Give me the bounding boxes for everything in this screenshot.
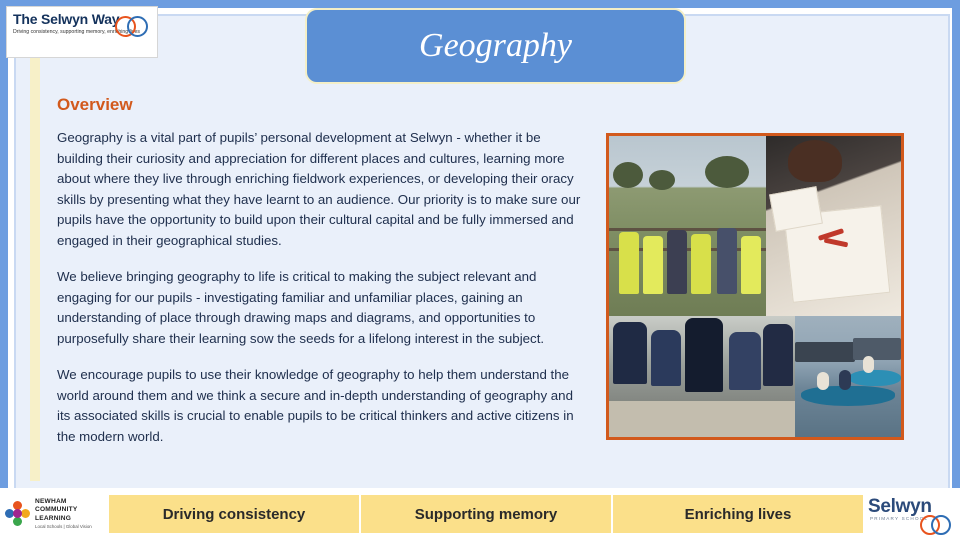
photo-collage [606, 133, 904, 440]
interlocking-rings-icon [115, 15, 149, 35]
selwyn-logo-name: Selwyn [868, 496, 932, 517]
selwyn-way-logo [6, 6, 158, 58]
footer-bar [0, 488, 960, 540]
newham-logo-tagline: Local Schools | Global Vision [35, 524, 92, 530]
photo-fieldwork-outdoors [609, 136, 766, 316]
selwyn-way-logo-title: The Selwyn Way [13, 11, 120, 27]
left-accent-stripe [30, 26, 40, 481]
overview-heading: Overview [57, 95, 133, 114]
selwyn-way-logo-tagline: Driving consistency, supporting memory, enriching lives [13, 29, 140, 35]
selwyn-primary-school-logo [864, 491, 956, 536]
selwyn-rings-icon [920, 512, 950, 534]
newham-logo-line-2: COMMUNITY [35, 506, 78, 514]
newham-dots-icon [5, 501, 31, 527]
footer-strap-label-1: Driving consistency [162, 505, 306, 523]
footer-strap-enriching-lives [613, 495, 864, 533]
overview-paragraph-2: We believe bringing geography to life is critical to making the subject relevant and engaging for our pupils - investigating familiar and unfamiliar places, gaining an understanding of place through drawing maps and diagrams, and opportunities to purposefully share their learning sow the seeds for a lifelong interest in the subject. [57, 269, 545, 346]
newham-community-learning-logo [2, 491, 102, 536]
slide-title-banner [305, 8, 686, 84]
footer-strap-driving-consistency [109, 495, 360, 533]
selwyn-logo-subtitle: PRIMARY SCHOOL [870, 516, 929, 521]
photo-canoeing-river [795, 316, 901, 437]
footer-strap-label-3: Enriching lives [684, 505, 792, 523]
footer-strap-label-2: Supporting memory [414, 505, 558, 523]
overview-paragraph-1: Geography is a vital part of pupils’ personal development at Selwyn - whether it be building their curiosity and appreciation for different places and cultures, learning more about where they live through enriching fieldwork experiences, or developing their oracy skills by presenting what they have learnt to an audience. Our priority is to make sure our pupils have the opportunity to build upon their cultural capital and be fully immersed and engaged in their geographical studies. [57, 130, 581, 248]
overview-paragraph-3: We encourage pupils to use their knowledge of geography to help them understand the world around them and we think a secure and in-depth understanding of geography and its associated skills is crucial to enable pupils to be critical thinkers and active citizens in the modern world. [57, 367, 574, 444]
footer-strap-supporting-memory [361, 495, 612, 533]
newham-logo-line-1: NEWHAM [35, 497, 67, 505]
overview-body [57, 128, 587, 463]
photo-group-activity [609, 316, 795, 437]
photo-classroom-worksheet [766, 136, 901, 316]
newham-logo-line-3: LEARNING [35, 514, 72, 522]
page-title: Geography [419, 27, 572, 64]
